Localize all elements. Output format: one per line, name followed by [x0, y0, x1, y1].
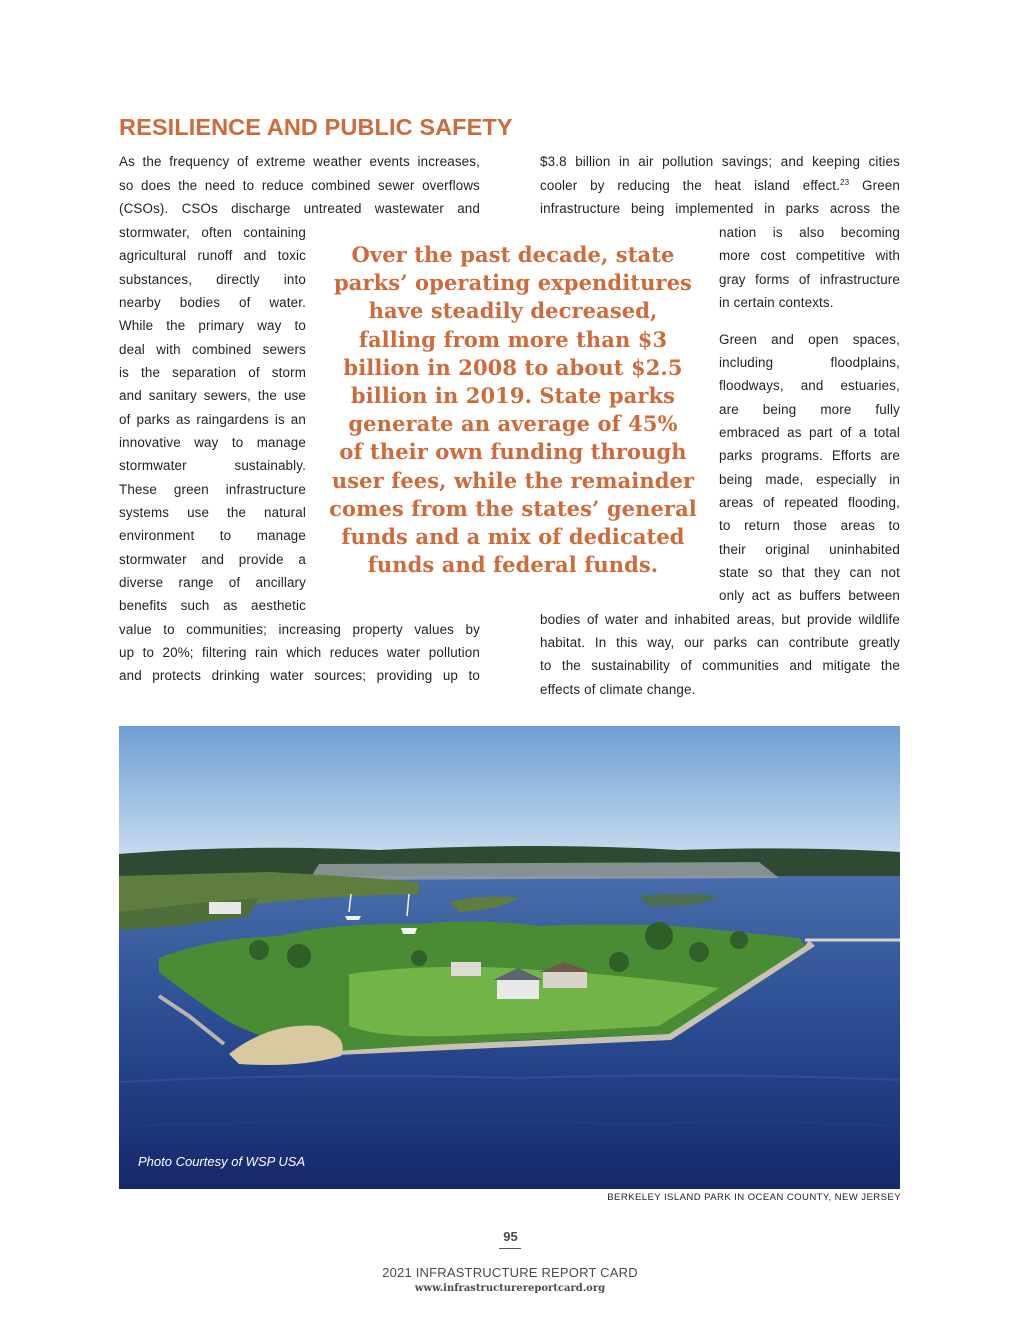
body-line: of parks as raingardens is an	[119, 412, 306, 427]
pull-quote-line: generate an average of 45%	[348, 411, 678, 437]
page-number: 95	[503, 1229, 518, 1244]
body-line: including floodplains,	[719, 355, 900, 370]
pull-quote-line: funds and a mix of dedicated	[341, 524, 685, 550]
pull-quote-line: funds and federal funds.	[367, 552, 659, 578]
body-line: nearby bodies of water.	[119, 295, 306, 310]
body-line: value to communities; increasing property values by	[119, 622, 480, 637]
pull-quote-line: Over the past decade, state	[351, 242, 675, 267]
body-line: to return those areas to	[719, 518, 900, 533]
body-line: to the sustainability of communities and mitigate the	[540, 658, 900, 673]
body-line: innovative way to manage	[119, 435, 306, 450]
body-line: As the frequency of extreme weather events increases,	[119, 154, 480, 169]
body-line: their original uninhabited	[719, 542, 900, 557]
pull-quote-line: have steadily decreased,	[368, 298, 658, 324]
pull-quote-line: billion in 2019. State parks	[350, 383, 676, 409]
photo-caption: BERKELEY ISLAND PARK IN OCEAN COUNTY, NEW JERSEY	[607, 1192, 901, 1203]
body-line: diverse range of ancillary	[119, 575, 306, 590]
pull-quote-line: of their own funding through	[339, 439, 687, 465]
body-line: so does the need to reduce combined sewer overflows	[119, 178, 480, 193]
body-line: floodways, and estuaries,	[719, 378, 900, 393]
body-line: Green and open spaces,	[719, 332, 900, 347]
body-line: $3.8 billion in air pollution savings; and keeping cities	[540, 154, 900, 169]
body-line	[540, 174, 900, 197]
body-line: While the primary way to	[119, 318, 306, 333]
body-text: Green	[862, 178, 900, 193]
body-line: being made, especially in	[719, 472, 900, 487]
body-line: in certain contexts.	[719, 295, 834, 310]
body-line: and protects drinking water sources; providing up to	[119, 668, 480, 683]
footer-url[interactable]: www.infrastructurereportcard.org	[414, 1283, 606, 1294]
pull-quote-line: billion in 2008 to about $2.5	[343, 354, 683, 380]
pull-quote-line: falling from more than $3	[358, 326, 668, 352]
photo-credit: Photo Courtesy of WSP USA	[138, 1154, 306, 1169]
body-line: benefits such as aesthetic	[119, 598, 306, 613]
section-heading: RESILIENCE AND PUBLIC SAFETY	[119, 114, 513, 140]
body-line: are being more fully	[719, 402, 900, 417]
body-line: deal with combined sewers	[119, 342, 306, 357]
body-line: systems use the natural	[119, 505, 306, 520]
body-line: stormwater, often containing	[119, 225, 306, 240]
body-line: substances, directly into	[119, 272, 306, 287]
body-line: more cost competitive with	[719, 248, 900, 263]
body-line: areas of repeated flooding,	[719, 495, 900, 510]
body-line: up to 20%; filtering rain which reduces water pollution	[119, 645, 480, 660]
body-line: nation is also becoming	[719, 225, 900, 240]
photo-illustration	[119, 726, 900, 1189]
body-line: only act as buffers between	[719, 588, 900, 603]
aerial-park-photo	[119, 726, 900, 1189]
body-text: cooler by reducing the heat island effect.	[540, 178, 841, 193]
page-number-rule	[499, 1248, 521, 1249]
footer-title: 2021 INFRASTRUCTURE REPORT CARD	[382, 1265, 638, 1280]
footnote-ref: 23	[840, 178, 850, 187]
body-line: habitat. In this way, our parks can contribute greatly	[540, 635, 900, 650]
body-line: is the separation of storm	[119, 365, 306, 380]
body-line: effects of climate change.	[540, 682, 696, 697]
body-line: agricultural runoff and toxic	[119, 248, 306, 263]
body-line: bodies of water and inhabited areas, but provide wildlife	[540, 612, 900, 627]
body-line: state so that they can not	[719, 565, 900, 580]
pull-quote-line: parks’ operating expenditures	[334, 270, 692, 296]
body-line: stormwater sustainably.	[119, 458, 306, 473]
body-line: These green infrastructure	[119, 482, 306, 497]
body-line: stormwater and provide a	[119, 552, 306, 567]
body-line: embraced as part of a total	[719, 425, 900, 440]
pull-quote	[316, 241, 710, 579]
body-line: infrastructure being implemented in parks across the	[540, 201, 900, 216]
body-line: environment to manage	[119, 528, 306, 543]
body-line: and sanitary sewers, the use	[119, 388, 306, 403]
body-line: (CSOs). CSOs discharge untreated wastewater and	[119, 201, 480, 216]
body-line: parks programs. Efforts are	[719, 448, 900, 463]
body-line: gray forms of infrastructure	[719, 272, 900, 287]
pull-quote-line: user fees, while the remainder	[331, 467, 695, 493]
pull-quote-line: comes from the states’ general	[329, 495, 697, 521]
